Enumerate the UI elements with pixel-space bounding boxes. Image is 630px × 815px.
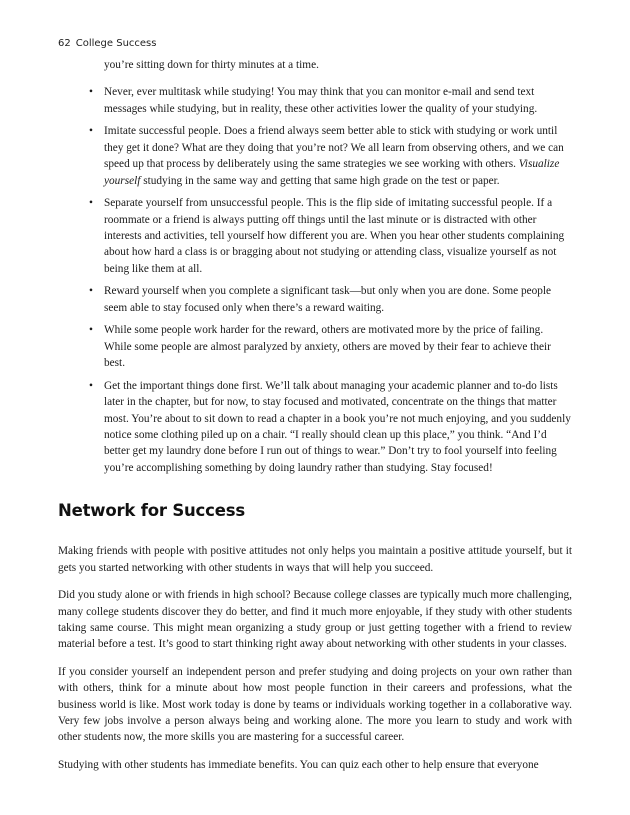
bullet-marker: • — [89, 125, 93, 138]
bullet-marker: • — [89, 86, 93, 99]
body-paragraph: Making friends with people with positive attitudes not only helps you maintain a positive attitude yourself, but it gets you started networking with other students in ways that will help you succeed. — [58, 545, 572, 574]
list-item-text: Reward yourself when you complete a significant task—but only when you are done. Some people seem able to stay focused only when there’s a reward waiting. — [104, 285, 552, 314]
tips-list — [58, 84, 572, 476]
page-content — [58, 57, 572, 784]
running-header — [58, 38, 156, 49]
list-item-text: Separate yourself from unsuccessful people. This is the flip side of imitating successful people. If a roommate or a friend is always putting off things until the last minute or is distracted with other interests and activities, tell yourself how different you are. When you hear other students complaining about how hard a class is or bragging about not studying or attending class, visualize yourself as not being like them at all. — [104, 197, 565, 275]
book-title: College Success — [75, 38, 157, 49]
list-item — [58, 322, 572, 371]
body-paragraph: Studying with other students has immediate benefits. You can quiz each other to help ensure that everyone — [58, 758, 539, 771]
list-item-emphasis: Visualize yourself — [104, 158, 560, 187]
list-item-text: While some people work harder for the reward, others are motivated more by the price of failing. While some people are almost paralyzed by anxiety, others are moved by their fear to achieve their best. — [104, 324, 551, 370]
page-number: 62 — [58, 38, 71, 49]
bullet-marker: • — [89, 285, 93, 298]
list-item — [58, 84, 572, 117]
list-item — [58, 283, 572, 316]
list-item — [58, 378, 572, 476]
list-item — [58, 123, 572, 189]
body-paragraph: If you consider yourself an independent person and prefer studying and doing projects on your own rather than with others, think for a minute about how most people function in their careers and professions, what the business world is like. Most work today is done by teams or individuals working together in a collaborative way. Very few jobs involve a person always being and working alone. The more you learn to study and work with other students now, the more skills you are mastering for a successful career. — [58, 665, 572, 744]
section-heading: Network for Success — [58, 501, 245, 521]
bullet-marker: • — [89, 197, 93, 210]
list-item-text: Imitate successful people. Does a friend always seem better able to stick with studying or work until they get it done? What are they doing that you’re not? We all learn from observing others, and we can speed up that process by deliberately using the same strategies we see working with others. — [104, 125, 564, 171]
bullet-marker: • — [89, 324, 93, 337]
list-item-text: Never, ever multitask while studying! You may think that you can monitor e-mail and send text messages while studying, but in reality, these other activities lower the quality of your studying. — [104, 86, 538, 115]
list-item-text: Get the important things done first. We’ll talk about managing your academic planner and to-do lists later in the chapter, but for now, to stay focused and motivated, concentrate on the things that matter most. You’re about to sit down to read a chapter in a book you’re not much enjoying, and you suddenly notice some clothing piled up on a chair. “I really should clean up this place,” you think. “And I’d better get my laundry done before I run out of things to wear.” Don’t try to fool yourself into feeling you’re accomplishing something by doing laundry rather than studying. Stay focused! — [104, 379, 571, 474]
continued-bullet-text: you’re sitting down for thirty minutes at a time. — [104, 59, 319, 71]
list-item-text-continued: studying in the same way and getting that same high grade on the test or paper. — [140, 174, 500, 187]
bullet-marker: • — [89, 379, 93, 392]
body-paragraph: Did you study alone or with friends in high school? Because college classes are typically much more challenging, many college students discover they do better, and find it much more enjoyable, if they study with other students taking same course. This might mean organizing a study group or just getting together with a friend to review material before a test. It’s good to start thinking right away about networking with other students in your classes. — [58, 589, 572, 651]
list-item — [58, 195, 572, 277]
